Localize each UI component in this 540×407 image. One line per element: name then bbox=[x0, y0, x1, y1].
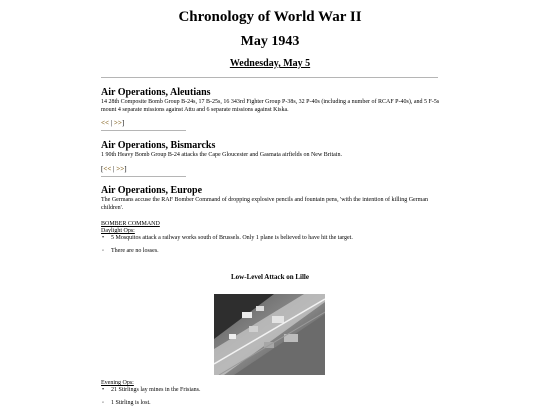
list-item-text: There are no losses. bbox=[111, 248, 159, 254]
next-link[interactable]: >> bbox=[113, 119, 122, 127]
aerial-photo bbox=[214, 294, 325, 375]
prev-link[interactable]: << bbox=[103, 164, 112, 173]
bullet-circle-icon: ◦ bbox=[102, 400, 105, 406]
next-link[interactable]: >> bbox=[116, 164, 125, 173]
bullet-disc-icon: • bbox=[102, 387, 105, 393]
divider bbox=[101, 130, 186, 131]
divider bbox=[101, 176, 186, 177]
section-nav: << | >>] bbox=[101, 119, 125, 127]
prev-link[interactable]: << bbox=[101, 119, 109, 127]
section-text: 1 90th Heavy Bomb Group B-24 attacks the Cape Gloucester and Gasmata airfields on New Britain. bbox=[101, 152, 342, 158]
section-aleutians bbox=[101, 87, 441, 131]
list-item bbox=[101, 400, 441, 407]
daylight-ops-label: Daylight Ops: bbox=[101, 228, 135, 234]
list-item bbox=[101, 235, 441, 242]
section-text: The Germans accuse the RAF Bomber Command of dropping explosive pencils and fountain pens, 'with the intention of killing German children'. bbox=[101, 197, 429, 211]
section-nav: [<< | >>] bbox=[101, 164, 127, 173]
bullet-disc-icon: • bbox=[102, 235, 105, 241]
bomber-command-link[interactable]: BOMBER COMMAND bbox=[101, 221, 160, 227]
section-title: Air Operations, Aleutians bbox=[101, 87, 211, 98]
list-item-text: 5 Mosquitos attack a railway works south of Brussels. Only 1 plane is believed to have hit the target. bbox=[111, 235, 353, 241]
list-item-text: 1 Stirling is lost. bbox=[111, 400, 151, 406]
day-heading: Wednesday, May 5 bbox=[229, 58, 311, 69]
photo-caption: Low-Level Attack on Lille bbox=[231, 273, 309, 281]
evening-ops-label: Evening Ops: bbox=[101, 380, 134, 386]
list-item-text: 21 Stirlings lay mines in the Frisians. bbox=[111, 387, 201, 393]
list-item bbox=[101, 248, 441, 255]
month-heading: May 1943 bbox=[240, 34, 300, 49]
section-title: Air Operations, Bismarcks bbox=[101, 140, 216, 151]
section-bismarcks bbox=[101, 140, 441, 177]
evening-ops bbox=[101, 380, 441, 407]
section-text: 14 28th Composite Bomb Group B-24s, 17 B-25s, 16 343rd Fighter Group P-38s, 32 P-40s (including a number of RCAF P-40s), and 5 F-5s mount 4 separate missions against Attu and 6 separate missions against Kiska. bbox=[101, 99, 440, 113]
section-title: Air Operations, Europe bbox=[101, 185, 203, 196]
section-europe bbox=[101, 185, 441, 255]
bullet-circle-icon: ◦ bbox=[102, 248, 105, 254]
list-item bbox=[101, 387, 441, 394]
page-title: Chronology of World War II bbox=[178, 9, 362, 25]
divider bbox=[101, 77, 438, 78]
